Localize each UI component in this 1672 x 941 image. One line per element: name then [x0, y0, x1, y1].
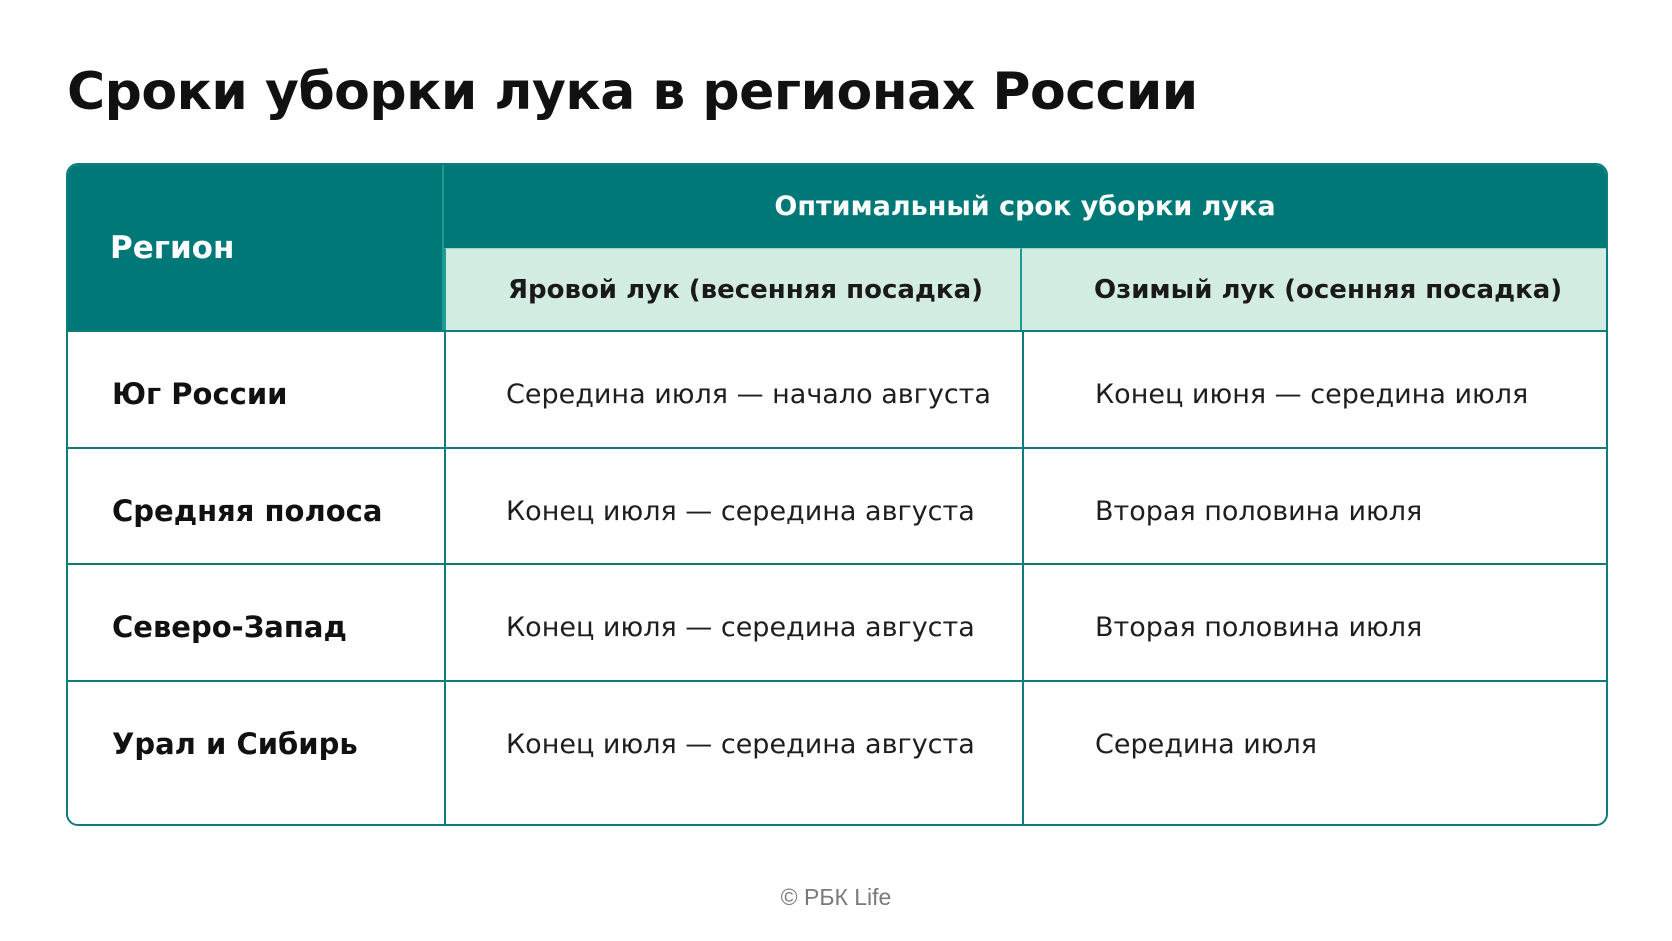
table-row-winter: Вторая половина июля — [1095, 495, 1423, 527]
table-row-spring: Конец июля — середина августа — [506, 495, 975, 527]
table-row-winter: Конец июня — середина июля — [1095, 378, 1529, 410]
table-row-winter: Вторая половина июля — [1095, 611, 1423, 643]
table-row-spring: Конец июля — середина августа — [506, 728, 975, 760]
page-title: Сроки уборки лука в регионах России — [67, 62, 1198, 122]
table-row-winter: Середина июля — [1095, 728, 1317, 760]
table-row-spring: Конец июля — середина августа — [506, 611, 975, 643]
harvest-table — [66, 163, 1608, 826]
winter-onion-column-header: Озимый лук (осенняя посадка) — [1022, 248, 1606, 331]
table-row-region: Урал и Сибирь — [112, 727, 358, 761]
copyright-footer: © РБК Life — [780, 884, 892, 910]
harvest-period-group-header: Оптимальный срок уборки лука — [444, 165, 1606, 248]
region-column-header: Регион — [68, 165, 444, 331]
table-row-spring: Середина июля — начало августа — [506, 378, 991, 410]
spring-onion-column-header: Яровой лук (весенняя посадка) — [444, 248, 1022, 331]
table-row-region: Средняя полоса — [112, 494, 383, 528]
table-row-region: Северо-Запад — [112, 610, 347, 644]
table-row-region: Юг России — [112, 377, 288, 411]
